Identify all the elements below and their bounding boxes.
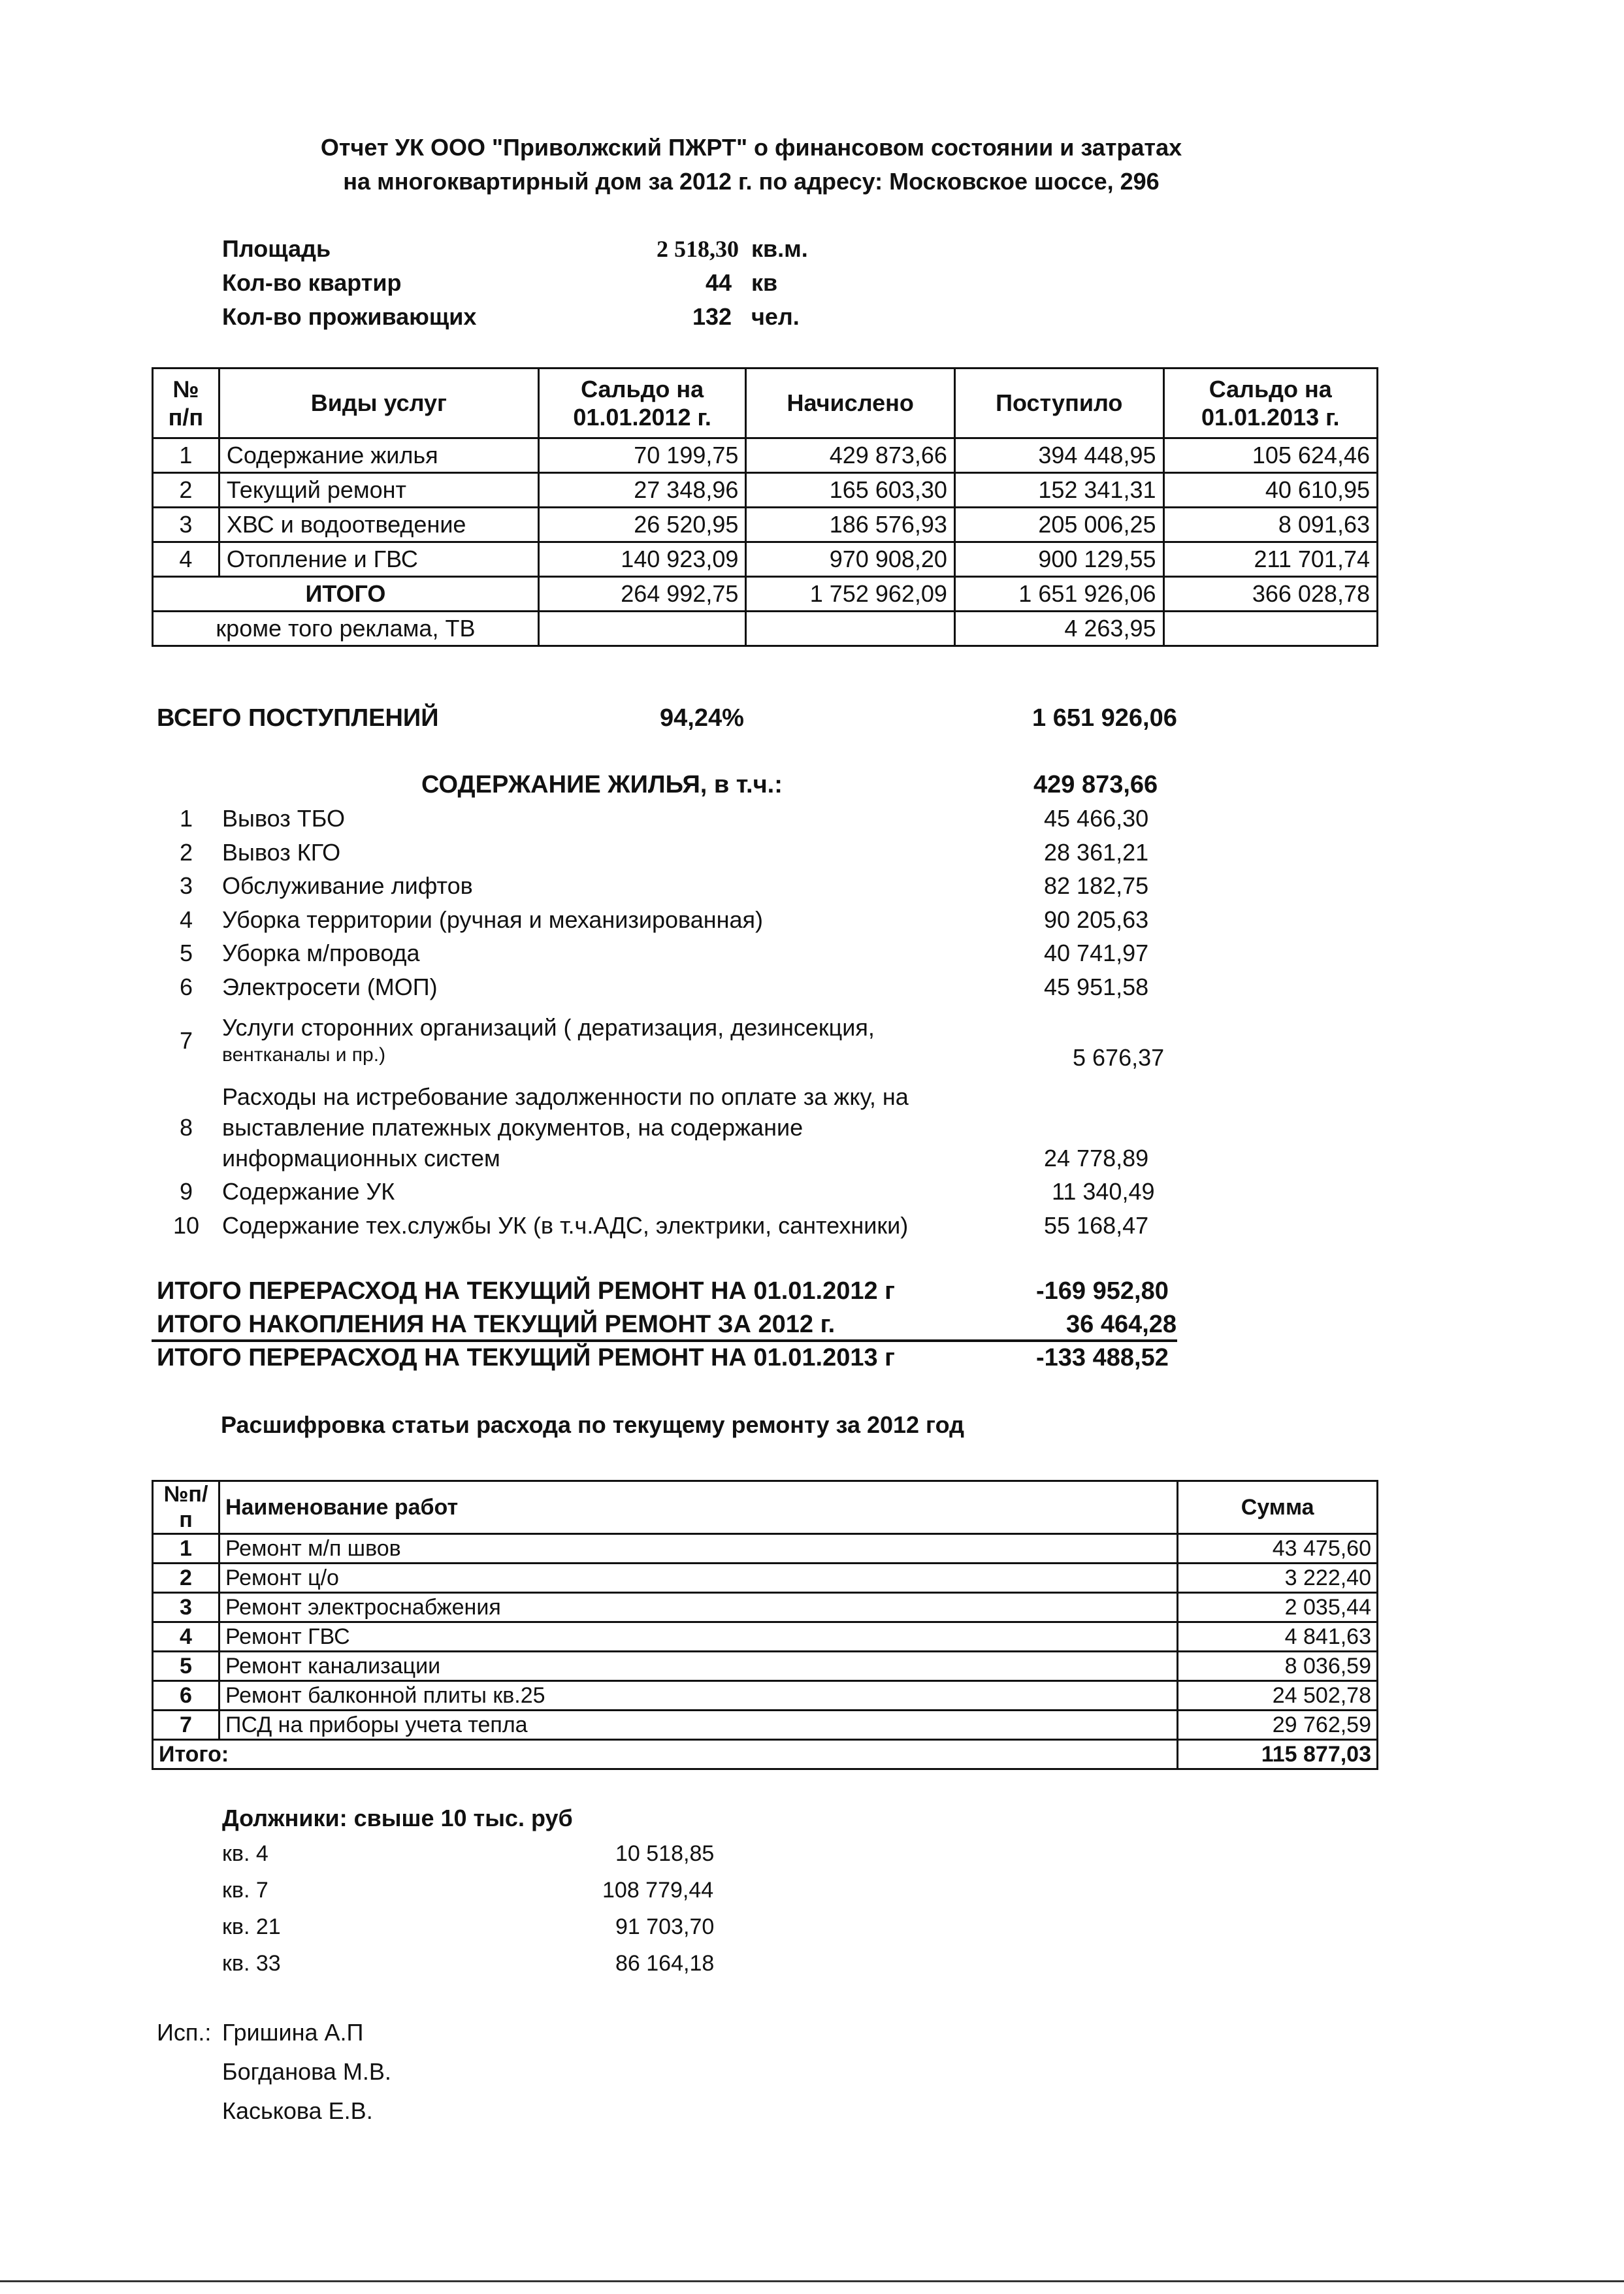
service-name: Текущий ремонт — [219, 473, 538, 508]
report-title-line1: Отчет УК ООО "Приволжский ПЖРТ" о финансовом состоянии и затратах — [320, 134, 1182, 161]
work-name: Ремонт канализации — [219, 1652, 1177, 1681]
residents-value: 132 — [692, 303, 732, 330]
item-number: 8 — [179, 1114, 193, 1141]
summary-overspend-2013-amount: -133 488,52 — [1036, 1344, 1169, 1371]
table-row — [153, 1622, 1378, 1652]
work-name: ПСД на приборы учета тепла — [219, 1711, 1177, 1740]
work-name: Ремонт ц/о — [219, 1564, 1177, 1593]
debtor-amount: 91 703,70 — [615, 1914, 715, 1939]
table-row — [153, 542, 1378, 577]
service-name: Содержание жилья — [219, 438, 538, 473]
service-name: Отопление и ГВС — [219, 542, 538, 577]
summary-divider — [152, 1339, 1177, 1342]
services-table — [152, 367, 1378, 647]
item-amount: 45 466,30 — [1044, 805, 1149, 832]
row-number: 4 — [153, 1622, 219, 1652]
summary-overspend-2012-label: ИТОГО ПЕРЕРАСХОД НА ТЕКУЩИЙ РЕМОНТ НА 01.01.2012 г — [157, 1277, 895, 1305]
service-name: ХВС и водоотведение — [219, 508, 538, 542]
table-row — [153, 1711, 1378, 1740]
saldo-start: 140 923,09 — [538, 542, 746, 577]
row-number: 7 — [153, 1711, 219, 1740]
item-amount: 40 741,97 — [1044, 940, 1149, 966]
saldo-start: 26 520,95 — [538, 508, 746, 542]
row-number: 3 — [153, 508, 219, 542]
item-name: Расходы на истребование задолженности по оплате за жку, на — [222, 1083, 909, 1110]
advertising-row — [153, 612, 1378, 646]
col-header-received: Поступило — [954, 369, 1163, 438]
summary-savings-2012-amount: 36 464,28 — [1066, 1311, 1177, 1338]
saldo-end: 211 701,74 — [1163, 542, 1378, 577]
saldo-start: 27 348,96 — [538, 473, 746, 508]
item-number: 9 — [179, 1178, 193, 1205]
debtor-amount: 108 779,44 — [602, 1878, 714, 1903]
col-header-work: Наименование работ — [219, 1481, 1177, 1534]
received: 900 129,55 — [954, 542, 1163, 577]
received: 394 448,95 — [954, 438, 1163, 473]
item-number: 10 — [172, 1212, 200, 1239]
total-charged: 1 752 962,09 — [746, 577, 955, 612]
item-amount: 24 778,89 — [1044, 1145, 1149, 1172]
row-number: 6 — [153, 1681, 219, 1711]
work-name: Ремонт ГВС — [219, 1622, 1177, 1652]
item-number: 2 — [179, 839, 193, 866]
repair-header-row — [153, 1481, 1378, 1534]
col-header-saldo-start: Сальдо на 01.01.2012 г. — [538, 369, 746, 438]
col-header-charged: Начислено — [746, 369, 955, 438]
received: 152 341,31 — [954, 473, 1163, 508]
item-name: Содержание УК — [222, 1178, 395, 1205]
col-header-sum: Сумма — [1178, 1481, 1378, 1534]
table-row — [153, 1534, 1378, 1564]
item-name: Электросети (МОП) — [222, 974, 438, 1000]
debtor-amount: 86 164,18 — [615, 1951, 715, 1976]
work-amount: 8 036,59 — [1178, 1652, 1378, 1681]
debtor-amount: 10 518,85 — [615, 1841, 715, 1866]
saldo-end: 40 610,95 — [1163, 473, 1378, 508]
item-name: вентканалы и пр.) — [222, 1044, 386, 1066]
summary-savings-2012-label: ИТОГО НАКОПЛЕНИЯ НА ТЕКУЩИЙ РЕМОНТ ЗА 2012 г. — [157, 1311, 836, 1338]
repair-total-row — [153, 1740, 1378, 1769]
table-row — [153, 1652, 1378, 1681]
item-amount: 11 340,49 — [1052, 1178, 1155, 1205]
executor-name: Гришина А.П — [222, 2019, 364, 2046]
item-name: информационных систем — [222, 1145, 500, 1172]
item-number: 7 — [179, 1027, 193, 1054]
item-amount: 90 205,63 — [1044, 906, 1149, 933]
debtor-apartment: кв. 21 — [222, 1914, 281, 1939]
services-total-row — [153, 577, 1378, 612]
housing-amount: 429 873,66 — [1033, 771, 1158, 798]
item-name: Уборка м/провода — [222, 940, 420, 966]
item-name: Уборка территории (ручная и механизированная) — [222, 906, 764, 933]
debtor-apartment: кв. 7 — [222, 1878, 268, 1903]
row-number: 2 — [153, 473, 219, 508]
table-row — [153, 508, 1378, 542]
total-receipts-percent: 94,24% — [660, 704, 744, 732]
executor-name: Богданова М.В. — [222, 2058, 391, 2085]
area-label: Площадь — [222, 235, 331, 262]
table-row — [153, 438, 1378, 473]
saldo-start: 70 199,75 — [538, 438, 746, 473]
item-name: Услуги сторонних организаций ( дератизация, дезинсекция, — [222, 1014, 875, 1041]
repair-total-label: Итого: — [153, 1740, 1178, 1769]
row-number: 5 — [153, 1652, 219, 1681]
saldo-end: 105 624,46 — [1163, 438, 1378, 473]
apartments-unit: кв — [751, 269, 778, 296]
debtor-apartment: кв. 4 — [222, 1841, 268, 1866]
debtors-title: Должники: свыше 10 тыс. руб — [222, 1805, 573, 1831]
item-number: 5 — [179, 940, 193, 966]
item-number: 3 — [179, 872, 193, 899]
charged: 186 576,93 — [746, 508, 955, 542]
residents-label: Кол-во проживающих — [222, 303, 477, 330]
col-header-number: №п/п — [153, 1481, 219, 1534]
charged: 970 908,20 — [746, 542, 955, 577]
total-receipts-amount: 1 651 926,06 — [1032, 704, 1177, 732]
work-amount: 2 035,44 — [1178, 1593, 1378, 1622]
item-name: Содержание тех.службы УК (в т.ч.АДС, электрики, сантехники) — [222, 1212, 909, 1239]
work-amount: 24 502,78 — [1178, 1681, 1378, 1711]
total-saldo-end: 366 028,78 — [1163, 577, 1378, 612]
item-amount: 55 168,47 — [1044, 1212, 1149, 1239]
saldo-end: 8 091,63 — [1163, 508, 1378, 542]
item-name: Вывоз ТБО — [222, 805, 345, 832]
advertising-received: 4 263,95 — [954, 612, 1163, 646]
total-receipts-label: ВСЕГО ПОСТУПЛЕНИЙ — [157, 704, 439, 732]
executor-name: Каськова Е.В. — [222, 2097, 373, 2124]
repair-table — [152, 1480, 1378, 1770]
work-amount: 43 475,60 — [1178, 1534, 1378, 1564]
item-number: 6 — [179, 974, 193, 1000]
charged: 165 603,30 — [746, 473, 955, 508]
received: 205 006,25 — [954, 508, 1163, 542]
work-name: Ремонт электроснабжения — [219, 1593, 1177, 1622]
item-amount: 82 182,75 — [1044, 872, 1149, 899]
charged: 429 873,66 — [746, 438, 955, 473]
col-header-service: Виды услуг — [219, 369, 538, 438]
total-saldo-start: 264 992,75 — [538, 577, 746, 612]
summary-overspend-2012-amount: -169 952,80 — [1036, 1277, 1169, 1305]
repair-total-amount: 115 877,03 — [1178, 1740, 1378, 1769]
table-row — [153, 1593, 1378, 1622]
total-label: ИТОГО — [153, 577, 539, 612]
work-amount: 4 841,63 — [1178, 1622, 1378, 1652]
table-row — [153, 473, 1378, 508]
apartments-value: 44 — [706, 269, 732, 296]
row-number: 4 — [153, 542, 219, 577]
apartments-label: Кол-во квартир — [222, 269, 402, 296]
services-header-row — [153, 369, 1378, 438]
executors-label: Исп.: — [157, 2019, 212, 2046]
total-received: 1 651 926,06 — [954, 577, 1163, 612]
housing-label: СОДЕРЖАНИЕ ЖИЛЬЯ, в т.ч.: — [421, 771, 783, 798]
item-amount: 5 676,37 — [1073, 1044, 1165, 1071]
advertising-label: кроме того реклама, ТВ — [153, 612, 539, 646]
item-amount: 45 951,58 — [1044, 974, 1149, 1000]
row-number: 1 — [153, 1534, 219, 1564]
debtor-apartment: кв. 33 — [222, 1951, 281, 1976]
work-amount: 3 222,40 — [1178, 1564, 1378, 1593]
row-number: 3 — [153, 1593, 219, 1622]
table-row — [153, 1681, 1378, 1711]
table-row — [153, 1564, 1378, 1593]
area-unit: кв.м. — [751, 235, 808, 262]
summary-overspend-2013-label: ИТОГО ПЕРЕРАСХОД НА ТЕКУЩИЙ РЕМОНТ НА 01.01.2013 г — [157, 1344, 895, 1371]
item-number: 4 — [179, 906, 193, 933]
item-number: 1 — [179, 805, 193, 832]
report-title-line2: на многоквартирный дом за 2012 г. по адресу: Московское шоссе, 296 — [343, 168, 1160, 195]
item-name: выставление платежных документов, на содержание — [222, 1114, 804, 1141]
residents-unit: чел. — [751, 303, 800, 330]
col-header-number: № п/п — [153, 369, 219, 438]
work-name: Ремонт м/п швов — [219, 1534, 1177, 1564]
page-bottom-edge — [0, 2280, 1624, 2282]
item-amount: 28 361,21 — [1044, 839, 1149, 866]
item-name: Вывоз КГО — [222, 839, 341, 866]
row-number: 2 — [153, 1564, 219, 1593]
area-value: 2 518,30 — [657, 236, 739, 262]
work-name: Ремонт балконной плиты кв.25 — [219, 1681, 1177, 1711]
repair-title: Расшифровка статьи расхода по текущему ремонту за 2012 год — [221, 1411, 964, 1438]
row-number: 1 — [153, 438, 219, 473]
work-amount: 29 762,59 — [1178, 1711, 1378, 1740]
item-name: Обслуживание лифтов — [222, 872, 473, 899]
col-header-saldo-end: Сальдо на 01.01.2013 г. — [1163, 369, 1378, 438]
